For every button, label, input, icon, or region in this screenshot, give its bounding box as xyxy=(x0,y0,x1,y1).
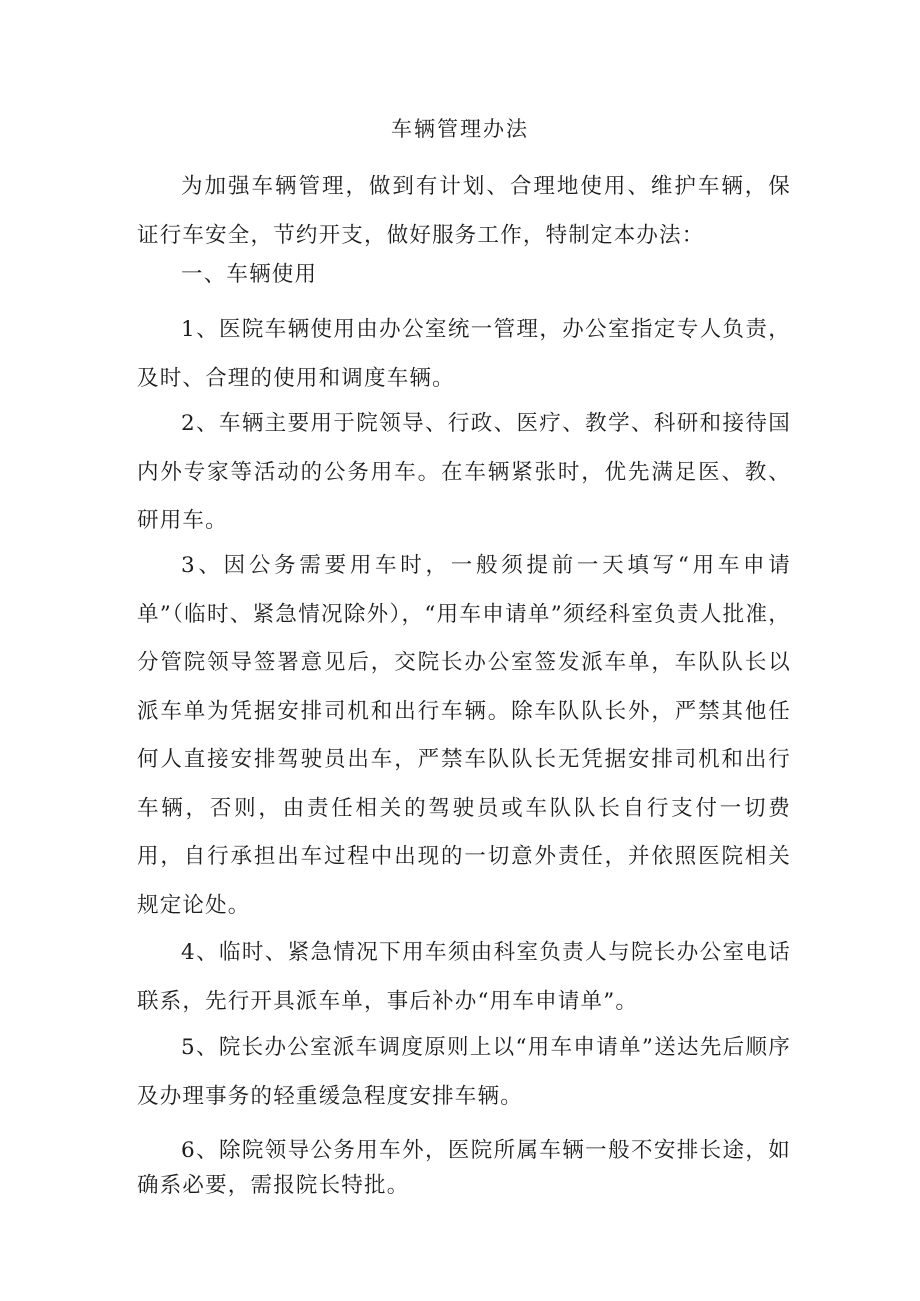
section-heading-vehicle-use: 一、车辆使用 xyxy=(181,262,318,287)
document-title: 车辆管理办法 xyxy=(391,117,529,141)
clause-1-paragraph: 1、医院车辆使用由办公室统一管理，办公室指定专人负责，及时、合理的使用和调度车辆。 xyxy=(137,317,791,391)
intro-paragraph: 为加强车辆管理，做到有计划、合理地使用、维护车辆，保证行车安全，节约开支，做好服务工作，特制定本办法： xyxy=(137,174,791,248)
clause-6-paragraph: 6、除院领导公务用车外，医院所属车辆一般不安排长途，如确系必要，需报院长特批。 xyxy=(137,1138,791,1198)
clause-5-paragraph: 5、院长办公室派车调度原则上以“用车申请单”送达先后顺序及办理事务的轻重缓急程度安排车辆。 xyxy=(137,1035,791,1109)
clause-3-paragraph: 3、因公务需要用车时，一般须提前一天填写“用车申请单”（临时、紧急情况除外），“用车申请单”须经科室负责人批准，分管院领导签署意见后，交院长办公室签发派车单，车队队长以派车单为凭据安排司机和出行车辆。除车队队长外，严禁其他任何人直接安排驾驶员出车，严禁车队队长无凭据安排司机和出行车辆，否则，由责任相关的驾驶员或车队队长自行支付一切费用，自行承担出车过程中出现的一切意外责任，并依照医院相关规定论处。 xyxy=(137,553,791,918)
clause-4-paragraph: 4、临时、紧急情况下用车须由科室负责人与院长办公室电话联系，先行开具派车单，事后补办“用车申请单”。 xyxy=(137,940,791,1014)
clause-2-paragraph: 2、车辆主要用于院领导、行政、医疗、教学、科研和接待国内外专家等活动的公务用车。在车辆紧张时，优先满足医、教、研用车。 xyxy=(137,411,791,533)
